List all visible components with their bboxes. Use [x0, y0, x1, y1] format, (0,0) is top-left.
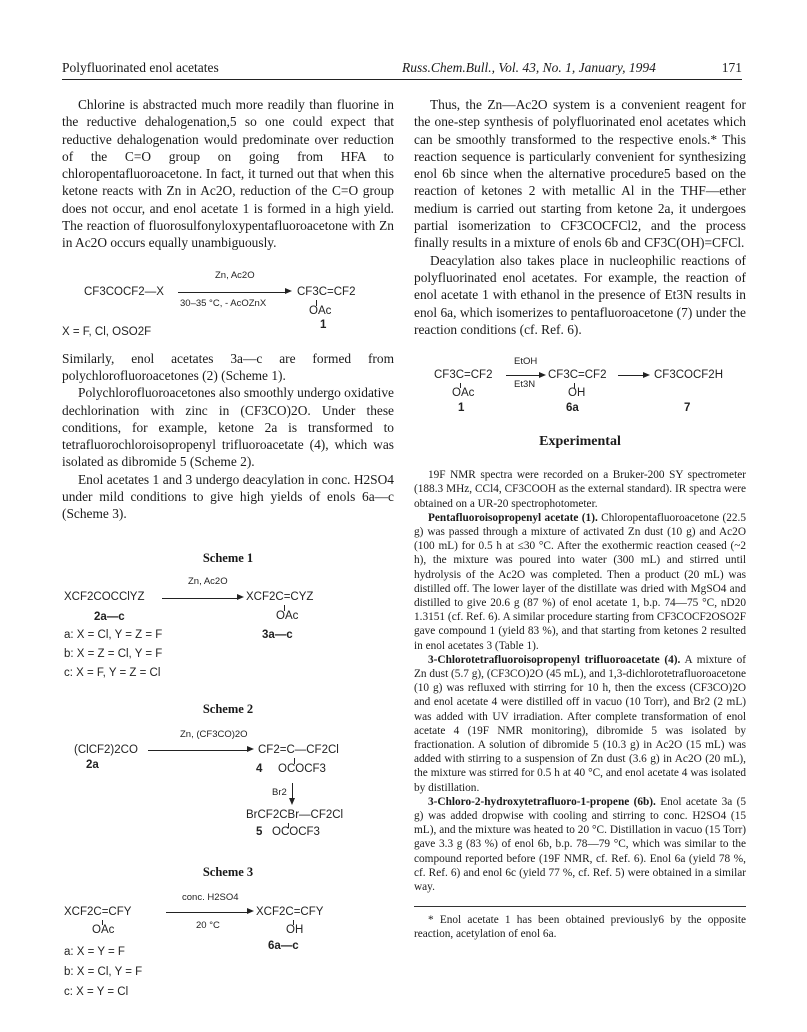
scheme1-variant-a: a: X = Cl, Y = Z = F [64, 628, 163, 641]
eq1-x-definition: X = F, Cl, OSO2F [62, 325, 152, 338]
eq1-above-arrow: Zn, Ac2O [215, 269, 255, 281]
paragraph [414, 511, 746, 653]
scheme2-reagent: (ClCF2)2CO [74, 743, 138, 756]
scheme2-dibromide-label: 5 [256, 825, 263, 838]
scheme1-reagent-label: 2a—c [94, 610, 125, 623]
paragraph: Chlorine is abstracted much more readily than fluorine in the reductive dehalogenation,5 so one could expect that reductive dehalogenation would predominate over reduction of the C=O group on going from HFA to chloropentafluoroacetone. In fact, it turned out that when this ketone reacts with Zn in Ac2O, reduction of the C=O group does not occur, and enol acetate 1 is formed in a high yield. The reaction of fluorosulfonyloxypentafluoroacetone with Zn in Ac2O occurs equally unambiguously. [62, 97, 394, 251]
scheme1-reagent: XCF2COCClYZ [64, 590, 145, 603]
scheme-3 [62, 882, 394, 1000]
paragraph: 19F NMR spectra were recorded on a Bruker-200 SY spectrometer (188.3 MHz, CCl4, CF3COOH as the external standard). IR spectra were obtained on a UR-20 spectrophotometer. [414, 469, 746, 510]
running-header [62, 60, 742, 80]
arrow-head [285, 288, 292, 294]
eq2-reagent-label: 1 [458, 402, 465, 415]
down-arrow [292, 783, 293, 799]
reaction-arrow [618, 375, 644, 376]
section-title-experimental: Experimental [539, 434, 621, 450]
footnote-rule [414, 906, 746, 907]
paragraph: Polychlorofluoroacetones also smoothly undergo oxidative dechlorination with zinc in (CF3CO)2O. Under these conditions, for example, ketone 2a is transformed to tetrafluorochloroisopropenyl trifluoroacetate (4), which was isolated as dibromide 5 (Scheme 2). [62, 385, 394, 470]
footnote: * Enol acetate 1 has been obtained previously6 by the opposite reaction, acetylation of enol 6a. [414, 914, 746, 941]
scheme3-product-sub: OH [286, 923, 304, 936]
arrow-head [247, 746, 254, 752]
scheme3-below-arrow: 20 °C [196, 919, 220, 931]
paragraph: Similarly, enol acetates 3a—c are formed from polychlorofluoroacetones (2) (Scheme 1). [62, 350, 394, 383]
procedure-heading: 3-Chlorotetrafluoroisopropenyl trifluoroacetate (4). [428, 653, 681, 666]
scheme-1 [62, 568, 394, 679]
eq2-above-arrow: EtOH [514, 356, 538, 368]
left-column [62, 96, 394, 1000]
eq2-product-label: 7 [684, 402, 691, 415]
procedure-text: Chloropentafluoroacetone (22.5 g) was passed through a mixture of activated Zn dust (10 g) and Ac2O (100 mL) for 0.5 h at ≤30 °C. After the exothermic reaction ceased (~2 h), the mixture was poured into water (300 mL) and stirred until hydrolysis of the Ac2O was completed. Then a product (20 mL) was distilled off. The lower layer of the distillate was dried with MgSO4 and distilled to give 20.6 g (87 %) of enol acetate 1, b.p. 74—75 °C, nD20 1.3151 (cf. Ref. 6). A similar procedure starting from CF3COCF2OSO2F gave compound 1 (yield 83 %), and that starting from ketones 2 resulted in enol acetates 3 (Table 1). [414, 511, 747, 652]
scheme2-br2: Br2 [272, 786, 287, 798]
right-column [414, 96, 746, 942]
eq1-reagent: CF3COCF2—X [84, 285, 164, 298]
scheme2-dibromide: BrCF2CBr—CF2Cl [246, 808, 344, 821]
scheme1-above-arrow: Zn, Ac2O [188, 575, 228, 587]
scheme2-reagent-label: 2a [86, 758, 99, 771]
page-number: 171 [721, 60, 742, 75]
scheme3-variant-a: a: X = Y = F [64, 945, 125, 958]
paragraph [414, 795, 746, 894]
scheme1-variant-c: c: X = F, Y = Z = Cl [64, 666, 161, 679]
eq2-intermediate-label: 6a [566, 402, 579, 415]
arrow-head [643, 372, 650, 378]
scheme2-product: CF2=C—CF2Cl [258, 743, 339, 756]
eq2-product: CF3COCF2H [654, 369, 724, 382]
procedure-heading: Pentafluoroisopropenyl acetate (1). [428, 511, 598, 524]
paragraph: Thus, the Zn—Ac2O system is a convenient reagent for the one-step synthesis of polyfluorinated enol acetates which can be smoothly transformed to the respective enols.* This reaction sequence is particularly convenient for synthesizing enol 6b since when the alternative procedure5 based on the reaction of ketones 2 with metallic Al in the THF—ether medium is carried out starting from ketone 2a, it undergoes partial isomerization to CF3COCFCl2, and the process finally results in a mixture of enols 6b and CF3C(OH)=CFCl. [414, 97, 746, 251]
scheme-3-title: Scheme 3 [202, 864, 254, 879]
reaction-arrow [162, 598, 238, 599]
equation-2 [414, 356, 746, 416]
scheme3-product-label: 6a—c [268, 939, 299, 952]
procedure-text: Enol acetate 3a (5 g) was added dropwise with cooling and stirring to conc. H2SO4 (15 mL), and the mixture was heated to 20 °C. Distillation in vacuo (15 Torr) gave 3.3 g (83 %) of enol 6b, b.p. 78—79 °C, which was similar to the compound reported before (19F NMR, cf. Ref. 6). Enol 6a (yield 78 %, cf. Ref. 6) and enol 6c (yield 77 %, cf. Ref. 5) were obtained in a similar way. [414, 795, 746, 894]
scheme1-product-label: 3a—c [262, 628, 293, 641]
scheme-2 [62, 719, 394, 838]
reaction-arrow [178, 292, 286, 293]
scheme-1-title: Scheme 1 [202, 550, 254, 565]
scheme2-product-label: 4 [256, 762, 263, 775]
paragraph: Enol acetates 1 and 3 undergo deacylation in conc. H2SO4 under mild conditions to give high yields of enols 6a—c (Scheme 3). [62, 471, 394, 522]
arrow-head [539, 372, 546, 378]
eq2-below-arrow: Et3N [514, 379, 536, 391]
arrow-head [247, 908, 254, 914]
paragraph [414, 653, 746, 795]
scheme1-product: XCF2C=CYZ [246, 590, 314, 603]
eq2-reagent: CF3C=CF2 [434, 369, 493, 382]
header-rule [62, 79, 742, 80]
arrow-head [237, 594, 244, 600]
running-title: Polyfluorinated enol acetates [62, 60, 219, 75]
scheme3-reagent: XCF2C=CFY [64, 905, 132, 918]
down-arrow-head [289, 798, 295, 805]
scheme1-product-sub: OAc [276, 609, 299, 622]
reaction-arrow [506, 375, 540, 376]
eq2-intermediate-sub: OH [568, 387, 586, 400]
scheme3-reagent-sub: OAc [92, 923, 115, 936]
procedure-text: A mixture of Zn dust (5.7 g), (CF3CO)2O (45 mL), and 1,3-dichlorotetrafluoroacetone (10 g) was refluxed with stirring for 10 h, then the excess (CF3CO)2O and enol acetate 4 were distilled off in vacuo (10 Torr), and Br2 (2 mL) was added with UV irradiation. After complete transformation of enol acetate 4 (19F NMR monitoring), dibromide 5 was isolated by fractionation. A solution of dibromide 5 (10.3 g) in Ac2O (15 mL) was added with stirring to a suspension of Zn dust (3.6 g) in Ac2O (20 mL), the mixture was stirred for 0.5 h at 40 °C, and enol acetate 4 was isolated by distillation. [414, 653, 747, 794]
scheme3-above-arrow: conc. H2SO4 [182, 891, 239, 903]
eq1-product: CF3C=CF2 [297, 285, 356, 298]
scheme1-variant-b: b: X = Z = Cl, Y = F [64, 647, 163, 660]
paragraph: Deacylation also takes place in nucleophilic reactions of polyfluorinated enol acetates. For example, the reaction of enol acetate 1 with ethanol in the presence of Et3N results in enol 6a, which isomerizes to pentafluoroacetone (7) under the reaction conditions (cf. Ref. 6). [414, 252, 746, 337]
eq2-reagent-sub: OAc [452, 387, 475, 400]
scheme3-variant-b: b: X = Cl, Y = F [64, 965, 143, 978]
scheme2-product-sub: OCOCF3 [278, 762, 326, 775]
reaction-arrow [148, 750, 248, 751]
journal-citation: Russ.Chem.Bull., Vol. 43, No. 1, January, 1994 [402, 60, 656, 75]
scheme2-above-arrow: Zn, (CF3CO)2O [180, 728, 248, 740]
eq2-intermediate: CF3C=CF2 [548, 369, 607, 382]
eq1-below-arrow: 30–35 °C, - AcOZnX [180, 297, 267, 309]
scheme3-variant-c: c: X = Y = Cl [64, 985, 129, 998]
scheme2-dibromide-sub: OCOCF3 [272, 825, 320, 838]
eq1-compound-number: 1 [320, 318, 327, 331]
reaction-arrow [166, 912, 248, 913]
scheme-2-title: Scheme 2 [202, 701, 254, 716]
equation-1 [62, 256, 394, 340]
procedure-heading: 3-Chloro-2-hydroxytetrafluoro-1-propene (6b). [428, 795, 656, 808]
eq1-product-sub: OAc [309, 304, 332, 317]
scheme3-product: XCF2C=CFY [256, 905, 324, 918]
